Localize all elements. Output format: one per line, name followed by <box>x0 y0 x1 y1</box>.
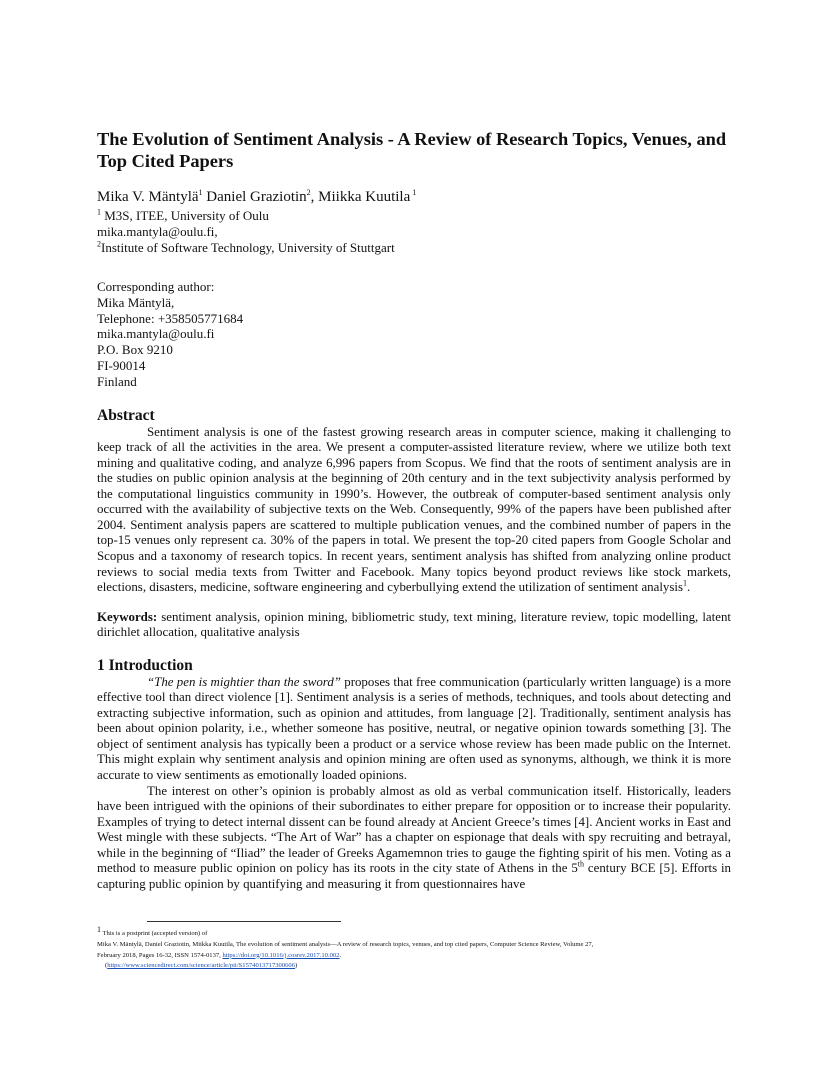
abstract-heading: Abstract <box>97 406 155 424</box>
affiliation-email: mika.mantyla@oulu.fi, <box>97 224 218 239</box>
keywords-label: Keywords: <box>97 609 158 624</box>
footnote-line-1-text: This is a postprint (accepted version) of <box>101 930 208 937</box>
footnote-line-1 <box>97 924 731 940</box>
abstract-end: . <box>687 580 691 595</box>
author-2-affil-marker: 2 <box>306 188 311 197</box>
paper-page <box>97 128 731 892</box>
footnote-line-4-open: ( <box>105 962 108 970</box>
sciencedirect-link[interactable]: https://www.sciencedirect.com/science/article/pii/S1574013717300606 <box>107 962 296 970</box>
footnote-line-3 <box>97 951 731 962</box>
author-3: , Miikka Kuutila <box>310 189 411 205</box>
footnote-marker: 1 <box>97 924 101 934</box>
introduction-heading: 1 Introduction <box>97 656 193 674</box>
footnote-line-3-end: . <box>339 951 342 959</box>
footnote-line-3-text: February 2018, Pages 16-32, ISSN 1574-0137, <box>97 951 223 959</box>
intro-paragraph-1-text: proposes that free communication (particularly written language) is a more effective tool than direct violence [1]. Sentiment analysis is a series of methods, techniques, and tools about detecting and extracting subjective information, such as opinion and attitudes, from language [2]. Traditionally, sentiment analysis has been about opinion polarity, i.e., whether someone has positive, neutral, or negative opinion towards something [3]. The object of sentiment analysis has typically been a product or a service whose review has been made public on the Internet. This might explain why sentiment analysis and opinion mining are often used as synonyms, although, we think it is more accurate to view sentiments as emotionally loaded opinions. <box>97 674 731 782</box>
footnote-line-2: Mika V. Mäntylä, Daniel Graziotin, Miikka Kuutila, The evolution of sentiment analysis—A review of research topics, venues, and top cited papers, Computer Science Review, Volume 27, <box>97 940 594 948</box>
affiliation-2-text: Institute of Software Technology, University of Stuttgart <box>101 240 395 255</box>
paper-title: The Evolution of Sentiment Analysis - A Review of Research Topics, Venues, and Top Cited Papers <box>97 129 727 171</box>
affiliation-1 <box>97 208 731 224</box>
footnote-divider <box>147 921 341 922</box>
corresponding-name: Mika Mäntylä, <box>97 294 175 310</box>
corresponding-author <box>97 279 731 390</box>
intro-paragraph-1 <box>97 675 731 784</box>
abstract-body: Sentiment analysis is one of the fastest growing research areas in computer science, making it challenging to keep track of all the activities in the area. We present a computer-assisted literature review, where we utilize both text mining and qualitative coding, and analyze 6,996 papers from Scopus. We find that the roots of sentiment analysis are in the studies on public opinion analysis at the beginning of 20th century and in the text subjectivity analysis performed by the computational linguistics community in 1990’s. However, the outbreak of computer-based sentiment analysis only occurred with the availability of subjective texts on the Web. Consequently, 99% of the papers have been published after 2004. Sentiment analysis papers are scattered to multiple publication venues, and the combined number of papers in the top-15 venues only represent ca. 30% of the papers in total. We present the top-20 cited papers from Google Scholar and Scopus and a taxonomy of research topics. In recent years, sentiment analysis has shifted from analyzing online product reviews to social media texts from Twitter and Facebook. Many topics beyond product reviews like stock markets, elections, disasters, medicine, software engineering and cyberbullying extend the utilization of sentiment analysis <box>97 424 731 595</box>
footnote-line-4-close: ) <box>295 962 298 970</box>
author-1-affil-marker: 1 <box>198 188 203 197</box>
corresponding-phone: Telephone: +358505771684 <box>97 310 244 326</box>
intro-paragraph-2-end: century BCE [5]. Efforts in capturing public opinion by quantifying and measuring it from questionnaires have <box>97 861 731 891</box>
corresponding-postcode: FI-90014 <box>97 357 146 373</box>
keywords-text: sentiment analysis, opinion mining, bibliometric study, text mining, literature review, topic modelling, latent dirichlet allocation, qualitative analysis <box>97 609 731 640</box>
corresponding-pobox: P.O. Box 9210 <box>97 342 173 358</box>
author-3-affil-marker: 1 <box>410 188 417 197</box>
author-list <box>97 188 731 206</box>
corresponding-email: mika.mantyla@oulu.fi <box>97 326 215 342</box>
century-superscript: th <box>577 859 585 869</box>
abstract-text <box>97 425 731 596</box>
affiliation-1-text: M3S, ITEE, University of Oulu <box>101 208 269 223</box>
footnote-line-4 <box>97 961 731 972</box>
affiliation-1-marker: 1 <box>97 207 101 217</box>
corresponding-country: Finland <box>97 373 137 389</box>
abstract-footnote-marker: 1 <box>683 578 687 588</box>
author-2: Daniel Graziotin <box>202 189 307 205</box>
corresponding-label: Corresponding author: <box>97 279 215 294</box>
intro-paragraph-2 <box>97 784 731 893</box>
introduction-section <box>97 657 731 893</box>
intro-paragraph-2-text: The interest on other’s opinion is probably almost as old as verbal communication itself. Historically, leaders have been intrigued with the opinions of their subordinates to either prepare for opposition or to increase their popularity. Examples of trying to detect internal dissent can be found already at Ancient Greece’s times [4]. Ancient works in East and West mingle with these subjects. “The Art of War” has a chapter on espionage that deals with spy recruiting and betrayal, while in the beginning of “Iliad” the leader of Greeks Agamemnon tries to gauge the fighting spirit of his men. Voting as a method to measure public opinion on policy has its roots in the city state of Athens in the 5 <box>97 783 731 876</box>
author-1: Mika V. Mäntylä <box>97 189 199 205</box>
affiliations <box>97 208 731 256</box>
doi-link[interactable]: https://doi.org/10.1016/j.cosrev.2017.10.002 <box>222 951 340 959</box>
keywords <box>97 610 731 641</box>
affiliation-2 <box>97 240 731 256</box>
intro-quote: “The pen is mightier than the sword” <box>147 674 341 689</box>
affiliation-2-marker: 2 <box>97 239 101 249</box>
footnote <box>97 924 731 972</box>
